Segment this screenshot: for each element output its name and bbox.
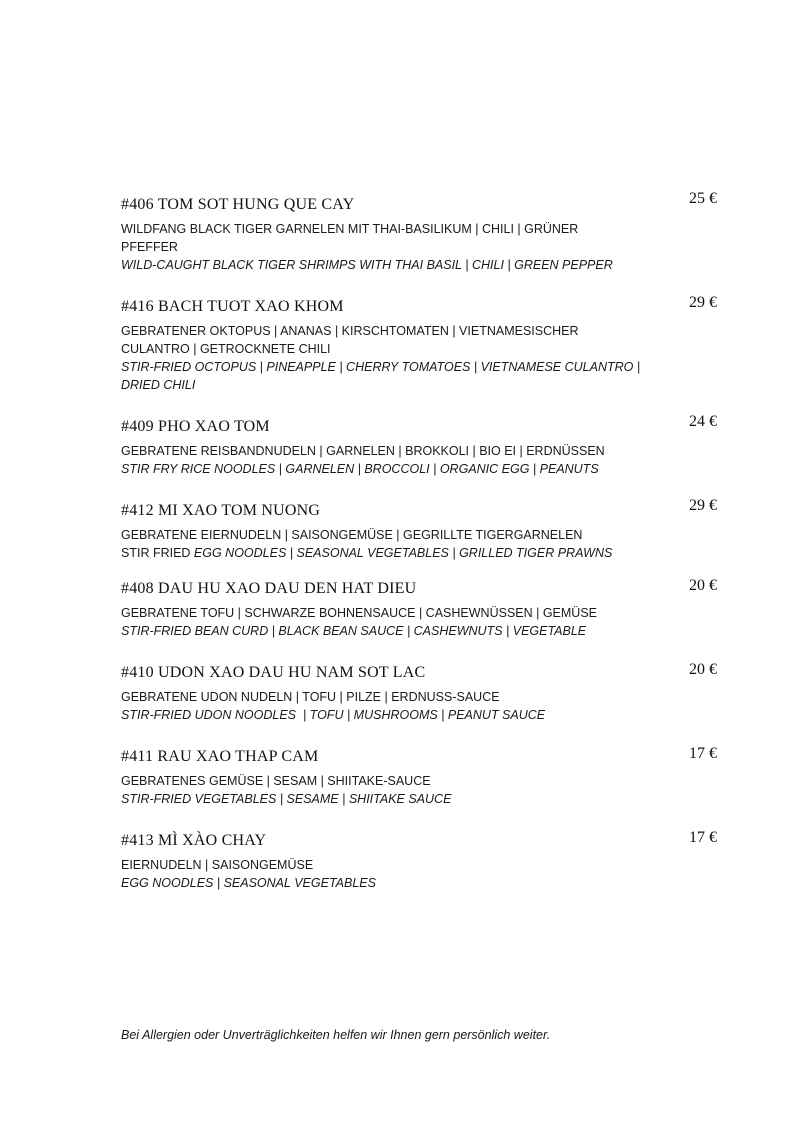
item-description [121,772,666,808]
item-title: #406 TOM SOT HUNG QUE CAY [121,196,355,213]
description-en-italic: EGG NOODLES | SEASONAL VEGETABLES | GRILLED TIGER PRAWNS [193,546,613,560]
item-price: 17 € [689,829,717,846]
description-en-upright: STIR FRIED [121,546,194,560]
item-title: #408 DAU HU XAO DAU DEN HAT DIEU [121,580,417,597]
description-en-line: STIR-FRIED BEAN CURD | BLACK BEAN SAUCE | CASHEWNUTS | VEGETABLE [121,624,587,638]
item-title: #411 RAU XAO THAP CAM [121,748,319,765]
item-description [121,442,666,478]
description-en-line: STIR-FRIED VEGETABLES | SESAME | SHIITAKE SAUCE [121,792,452,806]
item-price: 29 € [689,497,717,514]
description-de-line: GEBRATENE UDON NUDELN | TOFU | PILZE | ERDNUSS-SAUCE [121,690,500,704]
description-de-line: EIERNUDELN | SAISONGEMÜSE [121,858,314,872]
description-en-line: STIR-FRIED UDON NOODLES | TOFU | MUSHROOMS | PEANUT SAUCE [121,708,546,722]
description-de-line: GEBRATENER OKTOPUS | ANANAS | KIRSCHTOMATEN | VIETNAMESISCHER [121,324,579,338]
description-de-line: WILDFANG BLACK TIGER GARNELEN MIT THAI-BASILIKUM | CHILI | GRÜNER [121,222,579,236]
allergy-note: Bei Allergien oder Unverträglichkeiten helfen wir Ihnen gern persönlich weiter. [121,1028,551,1042]
item-price: 20 € [689,661,717,678]
description-de-line: GEBRATENES GEMÜSE | SESAM | SHIITAKE-SAUCE [121,774,431,788]
description-de-line: GEBRATENE REISBANDNUDELN | GARNELEN | BROKKOLI | BIO EI | ERDNÜSSEN [121,444,605,458]
description-de-line: GEBRATENE TOFU | SCHWARZE BOHNENSAUCE | CASHEWNÜSSEN | GEMÜSE [121,606,598,620]
item-description [121,220,666,274]
item-price: 20 € [689,577,717,594]
item-price: 29 € [689,294,717,311]
item-description [121,526,666,562]
item-title: #409 PHO XAO TOM [121,418,270,435]
item-price: 17 € [689,745,717,762]
item-title: #413 MÌ XÀO CHAY [121,832,267,849]
description-en-line: EGG NOODLES | SEASONAL VEGETABLES [121,876,376,890]
description-en-line: DRIED CHILI [121,378,196,392]
item-price: 25 € [689,190,717,207]
item-price: 24 € [689,413,717,430]
description-de-line: PFEFFER [121,240,178,254]
item-title: #412 MI XAO TOM NUONG [121,502,321,519]
item-description [121,322,666,394]
item-title: #410 UDON XAO DAU HU NAM SOT LAC [121,664,426,681]
description-en-line: WILD-CAUGHT BLACK TIGER SHRIMPS WITH THAI BASIL | CHILI | GREEN PEPPER [121,258,613,272]
description-en-line: STIR-FRIED OCTOPUS | PINEAPPLE | CHERRY TOMATOES | VIETNAMESE CULANTRO | [121,360,641,374]
description-de-line: CULANTRO | GETROCKNETE CHILI [121,342,331,356]
item-description [121,856,666,892]
item-title: #416 BACH TUOT XAO KHOM [121,298,344,315]
description-de-line: GEBRATENE EIERNUDELN | SAISONGEMÜSE | GEGRILLTE TIGERGARNELEN [121,528,583,542]
description-en-line [121,544,666,562]
item-description [121,604,666,640]
description-en-line: STIR FRY RICE NOODLES | GARNELEN | BROCCOLI | ORGANIC EGG | PEANUTS [121,462,599,476]
item-description [121,688,666,724]
